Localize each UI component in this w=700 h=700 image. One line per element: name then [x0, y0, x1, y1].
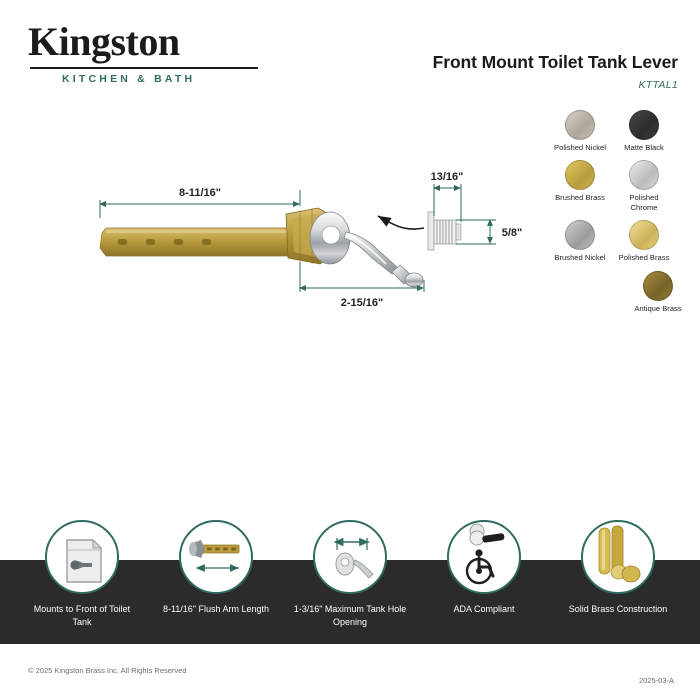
- finish-label: Antique Brass: [634, 303, 682, 313]
- dimension-label: 13/16": [430, 171, 464, 183]
- copyright-text: © 2025 Kingston Brass Inc. All Rights Reserved: [28, 666, 187, 675]
- feature-item: [158, 520, 274, 644]
- finish-option-matte-black[interactable]: [618, 110, 670, 152]
- feature-icon-circle: [581, 520, 655, 594]
- product-sku: KTTAL1: [638, 79, 678, 91]
- feature-item: [24, 520, 140, 644]
- dimension-label: 2-15/16": [340, 297, 384, 309]
- feature-label: 8-11/16" Flush Arm Length: [162, 604, 270, 614]
- finish-label: Polished Brass: [618, 253, 670, 263]
- product-title-block: [433, 52, 678, 91]
- finish-option-antique-brass[interactable]: [632, 271, 684, 313]
- brass-bars-icon: [583, 522, 655, 594]
- finish-option-polished-nickel[interactable]: [554, 110, 606, 152]
- finish-chip: [629, 110, 659, 140]
- feature-strip: [0, 520, 700, 644]
- finish-option-brushed-nickel[interactable]: [554, 220, 606, 262]
- finish-option-polished-chrome[interactable]: [618, 160, 670, 212]
- finish-chip: [629, 220, 659, 250]
- feature-label: Solid Brass Construction: [568, 604, 668, 614]
- brand-tagline: KITCHEN & BATH: [62, 73, 196, 85]
- diagram-svg: [0, 140, 560, 400]
- flush-arm-graphic: [100, 228, 292, 256]
- product-diagram: [0, 140, 560, 400]
- tank-hole-icon: [315, 522, 387, 594]
- finish-row: [554, 220, 684, 262]
- finish-label: Matte Black: [624, 143, 664, 152]
- lever-handle-graphic: [310, 212, 423, 287]
- flush-arm-icon: [181, 522, 253, 594]
- finish-row: [554, 110, 684, 152]
- dimension-arm-length: [100, 187, 300, 218]
- dimension-label: 5/8": [501, 227, 523, 239]
- finish-chip: [565, 110, 595, 140]
- finish-chip: [643, 271, 673, 301]
- finish-swatch-list: [554, 110, 684, 321]
- feature-label: ADA Compliant: [453, 604, 515, 614]
- finish-row: [554, 160, 684, 212]
- finish-label: Brushed Brass: [555, 193, 605, 203]
- page-title: Front Mount Toilet Tank Lever: [432, 52, 678, 72]
- toilet-tank-icon: [47, 522, 119, 594]
- finish-chip: [565, 160, 595, 190]
- page-header: [0, 0, 700, 110]
- feature-icon-circle: [179, 520, 253, 594]
- ada-wheelchair-icon: [449, 522, 521, 594]
- finish-row: [554, 271, 684, 313]
- finish-label: Brushed Nickel: [554, 253, 606, 263]
- brand-logo: [28, 19, 328, 85]
- dimension-label: 8-11/16": [179, 187, 221, 199]
- callout-arrow: [378, 216, 424, 229]
- feature-label: Mounts to Front of Toilet Tank: [33, 604, 131, 628]
- dimension-escutcheon-depth: [456, 220, 522, 244]
- document-id: 2025-03-A: [638, 676, 674, 685]
- dimension-lever-projection: [300, 262, 424, 309]
- brand-divider: [30, 67, 258, 69]
- feature-label: 1-3/16" Maximum Tank Hole Opening: [293, 604, 407, 628]
- feature-item: [426, 520, 542, 644]
- feature-item: [560, 520, 676, 644]
- page-footer: [0, 644, 700, 700]
- finish-option-brushed-brass[interactable]: [554, 160, 606, 212]
- finish-chip: [565, 220, 595, 250]
- finish-chip: [629, 160, 659, 190]
- feature-item: [292, 520, 408, 644]
- finish-label: Polished Nickel: [554, 143, 606, 152]
- feature-list: [0, 520, 700, 644]
- finish-label: Polished Chrome: [629, 193, 659, 212]
- feature-icon-circle: [313, 520, 387, 594]
- feature-icon-circle: [45, 520, 119, 594]
- finish-option-polished-brass[interactable]: [618, 220, 670, 262]
- dimension-escutcheon-width: [431, 171, 464, 222]
- feature-icon-circle: [447, 520, 521, 594]
- brand-name: Kingston: [28, 19, 180, 64]
